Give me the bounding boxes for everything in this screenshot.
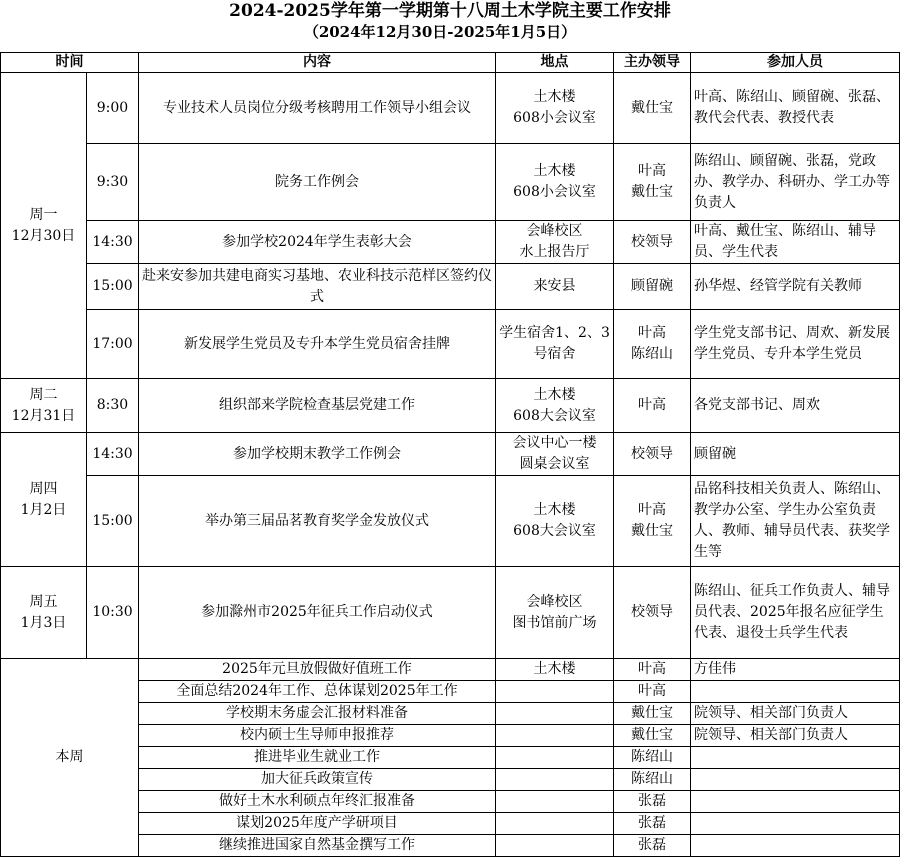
week-people-cell	[691, 769, 900, 791]
header-people: 参加人员	[691, 53, 900, 73]
table-row	[1, 476, 900, 567]
time-cell: 8:30	[87, 379, 139, 433]
people-cell: 陈绍山、征兵工作负责人、辅导员代表、2025年报名应征学生代表、退役士兵学生代表	[691, 567, 900, 659]
leader-cell: 顾留碗	[614, 264, 691, 310]
time-cell: 14:30	[87, 433, 139, 476]
people-cell: 陈绍山、顾留碗、张磊，党政办、教学办、科研办、学工办等负责人	[691, 144, 900, 221]
people-cell: 叶高、陈绍山、顾留碗、张磊、教代会代表、教授代表	[691, 73, 900, 144]
week-people-cell: 方佳伟	[691, 659, 900, 681]
place-cell: 会峰校区 水上报告厅	[496, 221, 614, 264]
week-leader-cell: 陈绍山	[614, 769, 691, 791]
leader-cell: 戴仕宝	[614, 73, 691, 144]
place-cell: 学生宿舍1、2、3号宿舍	[496, 310, 614, 379]
day-date: 1月2日	[20, 501, 67, 518]
week-content-cell: 谋划2025年度产学研项目	[139, 813, 496, 835]
day-date: 1月3日	[20, 614, 67, 631]
time-cell: 15:00	[87, 476, 139, 567]
place-cell: 土木楼 608小会议室	[496, 144, 614, 221]
week-place-cell	[496, 681, 614, 703]
leader-cell: 叶高 戴仕宝	[614, 476, 691, 567]
table-row	[1, 310, 900, 379]
time-cell: 10:30	[87, 567, 139, 659]
table-row	[1, 264, 900, 310]
week-leader-cell: 叶高	[614, 681, 691, 703]
week-place-cell	[496, 747, 614, 769]
week-task-row	[1, 659, 900, 681]
table-row	[1, 379, 900, 433]
leader-cell: 校领导	[614, 433, 691, 476]
content-cell: 参加学校期末教学工作例会	[139, 433, 496, 476]
people-cell: 品铭科技相关负责人、陈绍山、教学办公室、学生办公室负责人、教师、辅导员代表、获奖学生等	[691, 476, 900, 567]
week-people-cell	[691, 813, 900, 835]
day-name: 周四	[29, 480, 58, 497]
leader-cell: 校领导	[614, 567, 691, 659]
week-people-cell: 院领导、相关部门负责人	[691, 725, 900, 747]
week-place-cell	[496, 791, 614, 813]
content-cell: 赴来安参加共建电商实习基地、农业科技示范样区签约仪式	[139, 264, 496, 310]
week-label: 本周	[1, 659, 139, 857]
content-cell: 新发展学生党员及专升本学生党员宿舍挂牌	[139, 310, 496, 379]
content-cell: 参加滁州市2025年征兵工作启动仪式	[139, 567, 496, 659]
table-row	[1, 567, 900, 659]
week-people-cell	[691, 681, 900, 703]
page-subtitle: （2024年12月30日-2025年1月5日）	[303, 23, 577, 41]
time-cell: 15:00	[87, 264, 139, 310]
time-cell: 9:30	[87, 144, 139, 221]
week-content-cell: 学校期末务虚会汇报材料准备	[139, 703, 496, 725]
week-content-cell: 加大征兵政策宣传	[139, 769, 496, 791]
week-people-cell: 院领导、相关部门负责人	[691, 703, 900, 725]
table-row	[1, 144, 900, 221]
place-cell: 会峰校区 图书馆前广场	[496, 567, 614, 659]
day-cell	[1, 379, 87, 433]
day-date: 12月30日	[11, 227, 76, 244]
people-cell: 学生党支部书记、周欢、新发展学生党员、专升本学生党员	[691, 310, 900, 379]
schedule-table	[0, 52, 900, 857]
header-place: 地点	[496, 53, 614, 73]
week-leader-cell: 陈绍山	[614, 747, 691, 769]
table-row	[1, 221, 900, 264]
place-cell: 来安县	[496, 264, 614, 310]
week-place-cell: 土木楼	[496, 659, 614, 681]
leader-cell: 叶高 戴仕宝	[614, 144, 691, 221]
table-row	[1, 433, 900, 476]
leader-cell: 叶高 陈绍山	[614, 310, 691, 379]
week-place-cell	[496, 725, 614, 747]
content-cell: 参加学校2024年学生表彰大会	[139, 221, 496, 264]
day-cell	[1, 567, 87, 659]
week-leader-cell: 戴仕宝	[614, 703, 691, 725]
week-place-cell	[496, 813, 614, 835]
week-content-cell: 继续推进国家自然基金撰写工作	[139, 835, 496, 857]
content-cell: 组织部来学院检查基层党建工作	[139, 379, 496, 433]
week-content-cell: 2025年元旦放假做好值班工作	[139, 659, 496, 681]
leader-cell: 校领导	[614, 221, 691, 264]
header-leader: 主办领导	[614, 53, 691, 73]
place-cell: 会议中心一楼 圆桌会议室	[496, 433, 614, 476]
time-cell: 9:00	[87, 73, 139, 144]
week-content-cell: 全面总结2024年工作、总体谋划2025年工作	[139, 681, 496, 703]
header-time: 时间	[1, 53, 139, 73]
people-cell: 孙华煜、经管学院有关教师	[691, 264, 900, 310]
day-name: 周五	[29, 593, 58, 610]
content-cell: 院务工作例会	[139, 144, 496, 221]
time-cell: 14:30	[87, 221, 139, 264]
content-cell: 专业技术人员岗位分级考核聘用工作领导小组会议	[139, 73, 496, 144]
day-cell	[1, 73, 87, 379]
day-cell	[1, 433, 87, 567]
week-leader-cell: 张磊	[614, 813, 691, 835]
day-date: 12月31日	[11, 407, 76, 424]
leader-cell: 叶高	[614, 379, 691, 433]
page-title: 2024-2025学年第一学期第十八周土木学院主要工作安排	[229, 1, 671, 21]
place-cell: 土木楼 608大会议室	[496, 379, 614, 433]
day-name: 周一	[29, 206, 58, 223]
week-place-cell	[496, 769, 614, 791]
week-people-cell	[691, 835, 900, 857]
week-leader-cell: 张磊	[614, 835, 691, 857]
table-header-row	[1, 53, 900, 73]
place-cell: 土木楼 608大会议室	[496, 476, 614, 567]
week-content-cell: 校内硕士生导师申报推荐	[139, 725, 496, 747]
week-people-cell	[691, 747, 900, 769]
people-cell: 顾留碗	[691, 433, 900, 476]
content-cell: 举办第三届品茗教育奖学金发放仪式	[139, 476, 496, 567]
week-leader-cell: 张磊	[614, 791, 691, 813]
week-people-cell	[691, 791, 900, 813]
people-cell: 叶高、戴仕宝、陈绍山、辅导员、学生代表	[691, 221, 900, 264]
week-leader-cell: 戴仕宝	[614, 725, 691, 747]
table-row	[1, 73, 900, 144]
header-content: 内容	[139, 53, 496, 73]
week-place-cell	[496, 703, 614, 725]
time-cell: 17:00	[87, 310, 139, 379]
week-content-cell: 做好土木水利硕点年终汇报准备	[139, 791, 496, 813]
week-content-cell: 推进毕业生就业工作	[139, 747, 496, 769]
week-leader-cell: 叶高	[614, 659, 691, 681]
people-cell: 各党支部书记、周欢	[691, 379, 900, 433]
place-cell: 土木楼 608小会议室	[496, 73, 614, 144]
week-place-cell	[496, 835, 614, 857]
day-name: 周二	[29, 386, 58, 403]
